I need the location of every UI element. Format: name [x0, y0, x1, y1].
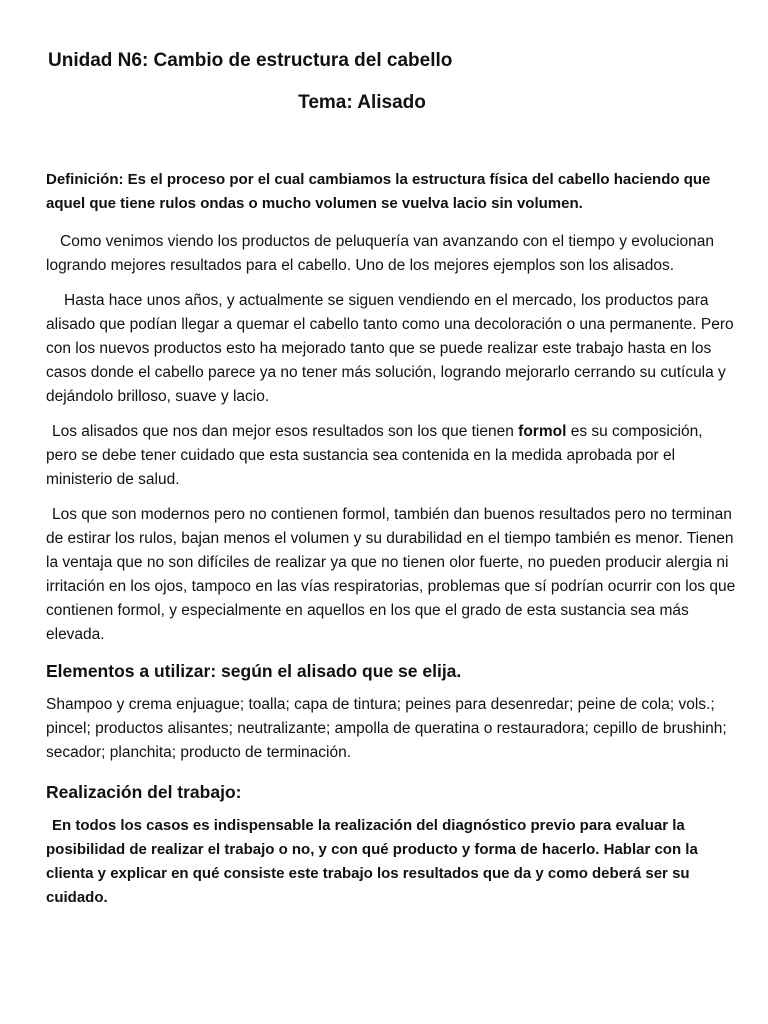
- formol-paragraph-end: es su composición, pero se debe tener cuidado que esta sustancia sea contenida en la medida aprobada por el ministerio de salud.: [46, 423, 703, 488]
- topic-title: Tema: Alisado: [298, 92, 426, 113]
- definition-paragraph: Definición: Es el proceso por el cual cambiamos la estructura física del cabello haciendo que aquel que tiene rulos ondas o mucho volumen se vuelva lacio sin volumen.: [46, 171, 711, 212]
- document-body: [46, 168, 736, 910]
- work-heading: Realización del trabajo:: [46, 782, 242, 802]
- elements-heading: Elementos a utilizar: según el alisado que se elija.: [46, 661, 462, 681]
- formol-paragraph-start: Los alisados que nos dan mejor esos resultados son los que tienen: [52, 423, 519, 440]
- unit-title: Unidad N6: Cambio de estructura del cabello: [48, 50, 453, 71]
- work-paragraph: En todos los casos es indispensable la realización del diagnóstico previo para evaluar la posibilidad de realizar el trabajo o no, y con qué producto y forma de hacerlo. Hablar con la clienta y explicar en qué consiste este trabajo los resultados que da y como deberá ser su cuidado.: [46, 817, 698, 906]
- history-paragraph: Hasta hace unos años, y actualmente se siguen vendiendo en el mercado, los productos para alisado que podían llegar a quemar el cabello tanto como una decoloración o una permanente. Pero con los nuevos productos esto ha mejorado tanto que se puede realizar este trabajo hasta en los casos donde el cabello parece ya no tener más solución, logrando mejorarlo cerrando su cutícula y dejándolo brilloso, suave y lacio.: [46, 292, 734, 405]
- formol-paragraph: [46, 420, 736, 492]
- intro-paragraph: Como venimos viendo los productos de peluquería van avanzando con el tiempo y evolucionan logrando mejores resultados para el cabello. Uno de los mejores ejemplos son los alisados.: [46, 233, 714, 274]
- formol-keyword: formol: [518, 423, 567, 440]
- modern-products-paragraph: Los que son modernos pero no contienen formol, también dan buenos resultados pero no terminan de estirar los rulos, bajan menos el volumen y su durabilidad en el tiempo también es menor. Tienen la ventaja que no son difíciles de realizar ya que no tienen olor fuerte, no pueden producir alergia ni irritación en los ojos, tampoco en las vías respiratorias, problemas que sí podrían ocurrir con los que contienen formol, y especialmente en aquellos en los que el grado de esta sustancia sea más elevada.: [46, 506, 736, 643]
- elements-list: Shampoo y crema enjuague; toalla; capa de tintura; peines para desenredar; peine de cola; vols.; pincel; productos alisantes; neutralizante; ampolla de queratina o restauradora; cepillo de brushinh; secador; planchita; producto de terminación.: [46, 696, 727, 761]
